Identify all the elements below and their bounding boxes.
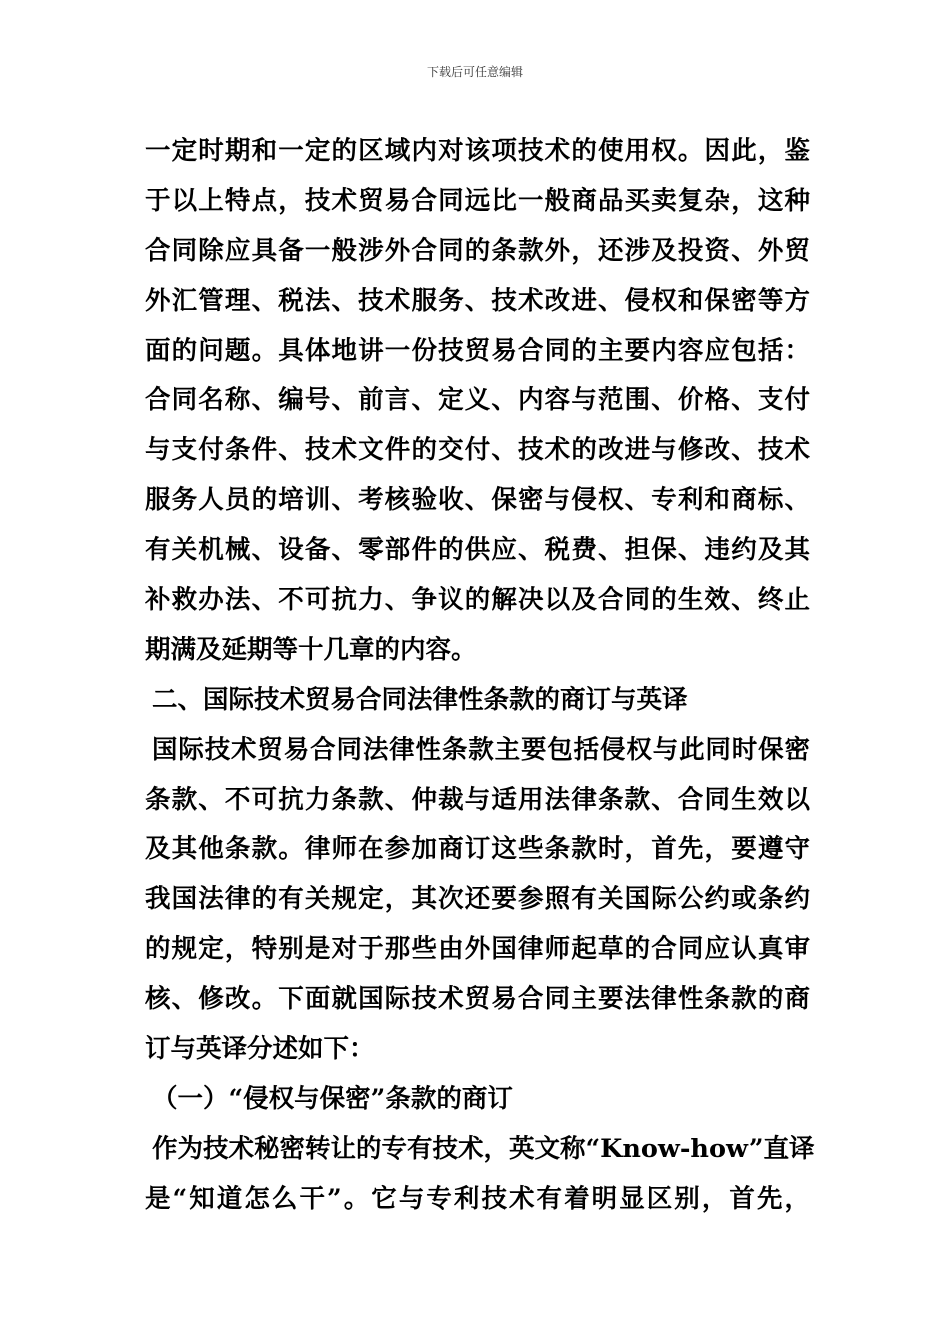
document-body [145,127,815,1225]
text-line: 与支付条件、技术文件的交付、技术的改进与修改、技术 [145,435,810,466]
text-line: 国际技术贸易合同法律性条款主要包括侵权与此同时保密 [152,734,810,765]
text-line: 服务人员的培训、考核验收、保密与侵权、专利和商标、 [145,485,810,516]
text-line: 于以上特点，技术贸易合同远比一般商品买卖复杂，这种 [145,185,810,216]
text-line: 有关机械、设备、零部件的供应、税费、担保、违约及其 [145,535,810,566]
text-line: 一定时期和一定的区域内对该项技术的使用权。因此，鉴 [145,136,810,166]
text-line: 条款、不可抗力条款、仲裁与适用法律条款、合同生效以 [145,784,810,815]
text-line: 是“知道怎么干”。它与专利技术有着明显区别，首先， [145,1183,810,1214]
text-line: 的规定，特别是对于那些由外国律师起草的合同应认真审 [145,934,810,965]
text-line: 合同名称、编号、前言、定义、内容与范围、价格、支付 [145,385,810,416]
text-line: 期满及延期等十几章的内容。 [145,634,477,665]
text-line: 合同除应具备一般涉外合同的条款外，还涉及投资、外贸 [145,235,810,266]
text-line: 订与英译分述如下： [145,1034,375,1065]
text-line: 作为技术秘密转让的专有技术，英文称“Know-how”直译 [152,1133,815,1164]
text-line: 及其他条款。律师在参加商订这些条款时，首先，要遵守 [145,834,810,865]
page-header: 下载后可任意编辑 [426,65,523,79]
text-line: 补救办法、不可抗力、争议的解决以及合同的生效、终止 [145,585,810,616]
section-heading: 二、国际技术贸易合同法律性条款的商订与英译 [152,684,688,715]
text-line: 面的问题。具体地讲一份技贸易合同的主要内容应包括： [145,335,810,366]
text-line: 我国法律的有关规定，其次还要参照有关国际公约或条约 [145,884,810,915]
text-line: 外汇管理、税法、技术服务、技术改进、侵权和保密等方 [145,285,810,316]
text-line: 核、修改。下面就国际技术贸易合同主要法律性条款的商 [145,984,810,1015]
subsection-heading: （一）“侵权与保密”条款的商订 [152,1083,513,1114]
